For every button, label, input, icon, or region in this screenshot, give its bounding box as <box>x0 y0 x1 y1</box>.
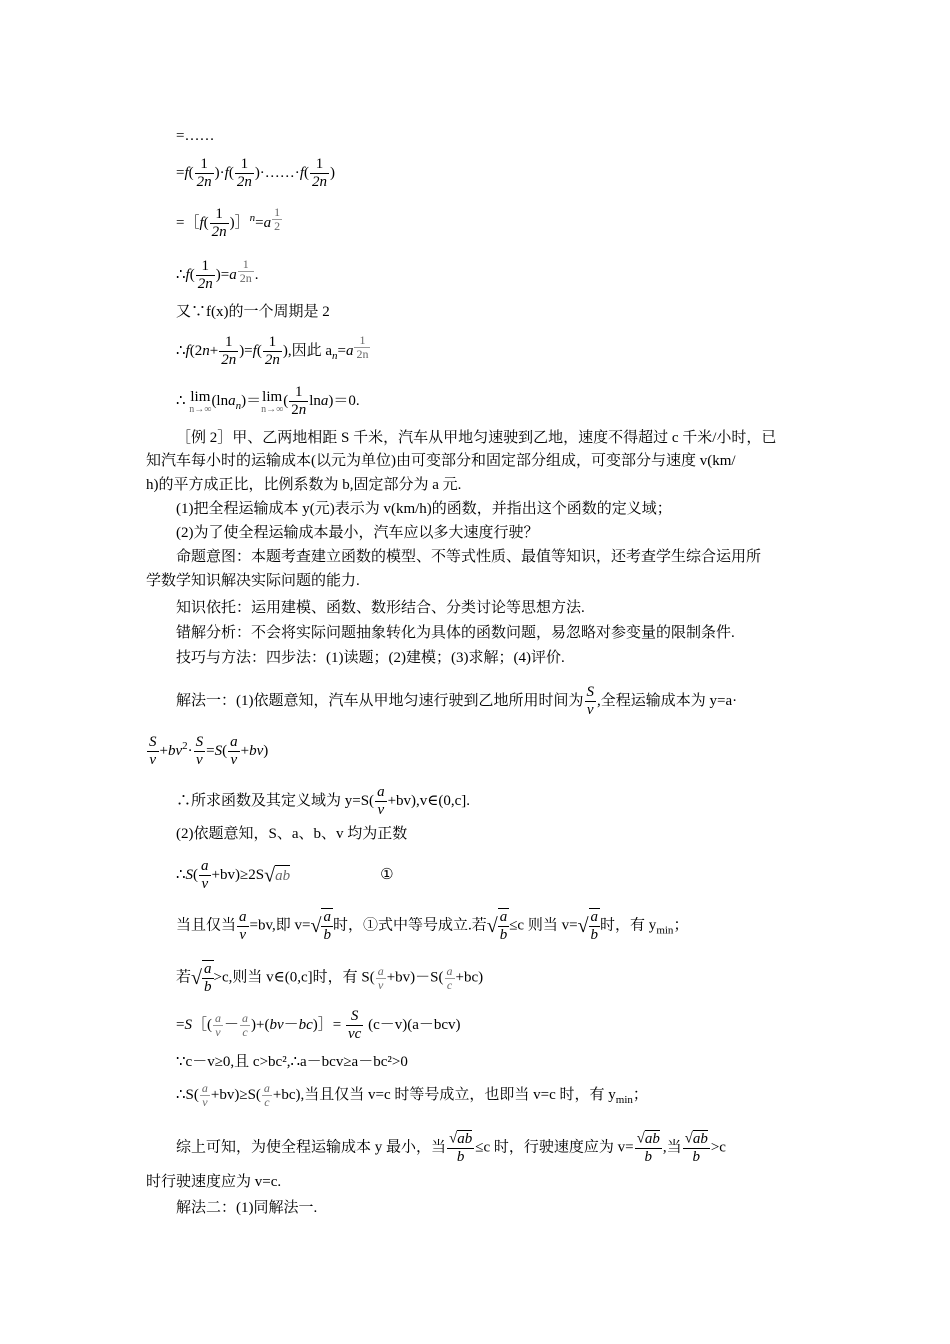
text: >c <box>710 1139 726 1156</box>
case-greater: 若√ $\frac{a}{b}$ >c,则当 v∈(0,c]时，有 S( $\frac{a}{v}$ +bv)－S( $\frac{a}{c}$ +bc) <box>176 961 484 995</box>
text: 若 <box>176 969 192 986</box>
text: ≤c 时，行驶速度应为 v= <box>475 1139 634 1156</box>
text: 综上可知，为使全程运输成本 y 最小，当 <box>176 1139 447 1156</box>
eq-line-power: =［f( $\frac{1}{2n}$ )］$^n$=a $\frac{1}{2}$ <box>176 205 281 240</box>
circle-one: ① <box>380 866 394 883</box>
technique <box>176 648 565 668</box>
min-subscript: min <box>615 1093 633 1106</box>
error-analysis <box>176 623 735 643</box>
text: ［例 2］甲、乙两地相距 S 千米，汽车从甲地匀速驶到乙地，速度不得超过 c 千米/小时，已 <box>176 430 777 446</box>
text: ≤c 则当 v= <box>509 917 578 934</box>
text: (2)依题意知，S、a、b、v 均为正数 <box>176 826 408 842</box>
text: ,当 <box>662 1139 682 1156</box>
eq-line-product: =f( $\frac{1}{2n}$ )·f( $\frac{1}{2n}$ )·……·f( $\frac{1}{2n}$ ) <box>176 156 335 190</box>
conclusion-line-2 <box>146 1172 281 1192</box>
text: +bv)≥2S <box>211 866 265 883</box>
text: +bv)－S( <box>386 969 444 986</box>
text: 时，①式中等号成立.若 <box>332 917 487 934</box>
text: +bv)≥S( <box>210 1086 261 1103</box>
text: ,因此 a <box>287 342 332 359</box>
function-domain: ∴所求函数及其定义域为 y=S( $\frac{a}{v}$ +bv),v∈(0,c]. <box>176 784 471 818</box>
text: 知识依托：运用建模、函数、数形结合、分类讨论等思想方法. <box>176 600 585 616</box>
solution-2 <box>176 1198 317 1218</box>
text: 解法二：(1)同解法一. <box>176 1200 318 1216</box>
text: 解法一：(1)依题意知，汽车从甲地匀速行驶到乙地所用时间为 <box>176 692 584 709</box>
text: =…… <box>176 128 215 144</box>
example-2-line-3 <box>146 475 461 495</box>
text: +bc) <box>455 969 484 986</box>
text: 又∵f(x)的一个周期是 2 <box>176 304 330 320</box>
knowledge-basis <box>176 598 585 618</box>
solution-1-line-1: 解法一：(1)依题意知，汽车从甲地匀速行驶到乙地所用时间为 $\frac{S}{v}$ ,全程运输成本为 y=a· <box>176 684 738 718</box>
text: ∴S( <box>176 1086 199 1103</box>
sign-analysis <box>176 1052 408 1072</box>
text: >c,则当 v∈(0,c]时，有 S( <box>213 969 375 986</box>
text: =bv,即 v= <box>249 917 311 934</box>
text: 知汽车每小时的运输成本(以元为单位)由可变部分和固定部分组成，可变部分与速度 v(km/ <box>146 453 736 469</box>
text: 时，有 y <box>600 917 657 934</box>
text: (1)把全程运输成本 y(元)表示为 v(km/h)的函数，并指出这个函数的定义域； <box>176 501 672 517</box>
text: (c－v)(a－bcv) <box>368 1016 461 1033</box>
text: 命题意图：本题考查建立函数的模型、不等式性质、最值等知识，还考查学生综合运用所 <box>176 549 762 565</box>
positive-values <box>176 824 407 844</box>
text: 时行驶速度应为 v=c. <box>146 1174 282 1190</box>
eq-line-period <box>176 302 330 322</box>
text: 错解分析：不会将实际问题抽象转化为具体的函数问题，易忽略对参变量的限制条件. <box>176 625 735 641</box>
equality-condition: 当且仅当 $\frac{a}{v}$ =bv,即 v=√ $\frac{a}{b}$ 时，①式中等号成立.若√ $\frac{a}{b}$ ≤c 则当 v=√ $\frac{a}{b}$ 时，有 $y_{min}$； <box>176 908 689 943</box>
example-2-line-2 <box>146 451 736 471</box>
text: ∴所求函数及其定义域为 y=S( <box>176 792 375 809</box>
text: +bc),当且仅当 v=c 时等号成立，也即当 v=c 时，有 y <box>272 1086 616 1103</box>
intent-line-2 <box>146 571 360 591</box>
text: 学数学知识解决实际问题的能力. <box>146 573 360 589</box>
example-2-line-1 <box>176 428 776 448</box>
eq-line-ellipsis <box>176 126 214 146</box>
question-2 <box>176 523 539 543</box>
text: 技巧与方法：四步法：(1)读题；(2)建模；(3)求解；(4)评价. <box>176 650 565 666</box>
text: +bv),v∈(0,c]. <box>387 792 471 809</box>
inequality-2: ∴S( $\frac{a}{v}$ +bv)≥S( $\frac{a}{c}$ +bc),当且仅当 v=c 时等号成立，也即当 v=c 时，有 $y_{min}$； <box>176 1081 648 1109</box>
question-1 <box>176 499 672 519</box>
eq-line-an: ∴f(2n+ $\frac{1}{2n}$ )=f( $\frac{1}{2n}$ ),因此 $a_n=a$ $\frac{1}{2n}$ <box>176 333 369 368</box>
text: ∵c－v≥0,且 c>bc²,∴a－bcv≥a－bc²>0 <box>176 1054 408 1070</box>
text: (2)为了使全程运输成本最小，汽车应以多大速度行驶？ <box>176 525 539 541</box>
text: h)的平方成正比，比例系数为 b,固定部分为 a 元. <box>146 477 462 493</box>
min-subscript: min <box>656 924 674 937</box>
inequality-1: ∴S( $\frac{a}{v}$ +bv)≥2S√ab ① <box>176 858 394 892</box>
eq-line-limit: ∴ lim n→∞ (lna$_n$)＝ lim n→∞ ( $\frac{1}{2n}$ lna)＝0. <box>176 384 360 418</box>
solution-1-line-2: $\frac{S}{v}$ $+bv^2\cdot$ $\frac{S}{v}$ =S( $\frac{a}{v}$ +bv) <box>149 734 269 768</box>
conclusion-line-1: 综上可知，为使全程运输成本 y 最小，当 $\frac{√ab}{b}$ ≤c 时，行驶速度应为 v= $\frac{√ab}{b}$ ,当 $\frac{√ab}{b}$ >c <box>176 1130 726 1165</box>
difference-expansion: =S［( $\frac{a}{v}$ － $\frac{a}{c}$ )+(bv－bc)］= $\frac{S}{vc}$ (c－v)(a－bcv) <box>176 1008 461 1042</box>
intent-line-1 <box>176 547 761 567</box>
eq-line-therefore-f: ∴f( $\frac{1}{2n}$ )=a $\frac{1}{2n}$ . <box>176 257 259 292</box>
text: 当且仅当 <box>176 917 237 934</box>
text: ,全程运输成本为 y=a· <box>597 692 738 709</box>
